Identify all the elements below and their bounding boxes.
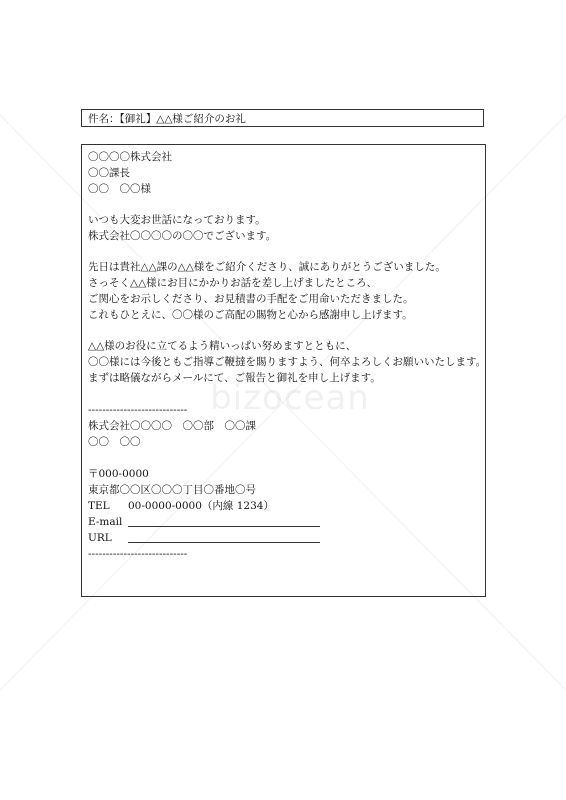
recipient-block bbox=[88, 149, 485, 197]
signature-name: 〇〇 〇〇 bbox=[88, 436, 141, 448]
watermark-logo: bizocean bbox=[210, 378, 370, 418]
paragraph1-line-2: さっそく△△様にお目にかかりお話を差し上げましたところ、 bbox=[88, 277, 378, 289]
recipient-company: 〇〇〇〇株式会社 bbox=[88, 151, 172, 163]
paragraph2-line-1: △△様のお役に立てるよう精いっぱい努めますとともに、 bbox=[88, 340, 357, 352]
greeting-line-2: 株式会社〇〇〇〇の〇〇でございます。 bbox=[88, 230, 277, 242]
greeting-line-1: いつも大変お世話になっております。 bbox=[88, 214, 266, 226]
recipient-title: 〇〇課長 bbox=[88, 167, 130, 179]
recipient-name: 〇〇 〇〇様 bbox=[88, 183, 151, 195]
paragraph1-line-1: 先日は貴社△△課の△△様をご紹介くださり、誠にありがとうございました。 bbox=[88, 261, 446, 273]
letter-body bbox=[81, 144, 486, 597]
paragraph2-line-2: 〇〇様には今後ともご指導ご鞭撻を賜りますよう、何卒よろしくお願いいたします。 bbox=[88, 356, 487, 368]
paragraph1-line-4: これもひとえに、〇〇様のご高配の賜物と心から感謝申し上げます。 bbox=[88, 309, 413, 321]
signature-block bbox=[88, 402, 485, 562]
email-blank-line bbox=[128, 515, 320, 527]
signature-postal: 〒000-0000 bbox=[88, 468, 149, 480]
signature-address: 東京都〇〇区〇〇〇丁目〇番地〇号 bbox=[88, 484, 256, 496]
signature-url-row bbox=[88, 530, 485, 546]
tel-label: TEL bbox=[88, 500, 110, 512]
paragraph1-line-3: ご関心をお示しくださり、お見積書の手配をご用命いただきました。 bbox=[88, 293, 414, 305]
signature-tel-row bbox=[88, 498, 485, 514]
subject-field: 件名：【御礼】△△様ご紹介のお礼 bbox=[81, 109, 484, 127]
signature-separator-bottom: ---------------------------- bbox=[88, 548, 188, 560]
url-label: URL bbox=[88, 532, 112, 544]
signature-email-row bbox=[88, 514, 485, 530]
email-label: E-mail bbox=[88, 516, 123, 528]
signature-separator-top: ---------------------------- bbox=[88, 404, 188, 416]
signature-company: 株式会社〇〇〇〇 〇〇部 〇〇課 bbox=[88, 420, 256, 432]
paragraph2-line-3: まずは略儀ながらメールにて、ご報告と御礼を申し上げます。 bbox=[88, 372, 381, 384]
tel-value: 00-0000-0000（内線 1234） bbox=[128, 500, 274, 512]
url-blank-line bbox=[128, 531, 320, 543]
